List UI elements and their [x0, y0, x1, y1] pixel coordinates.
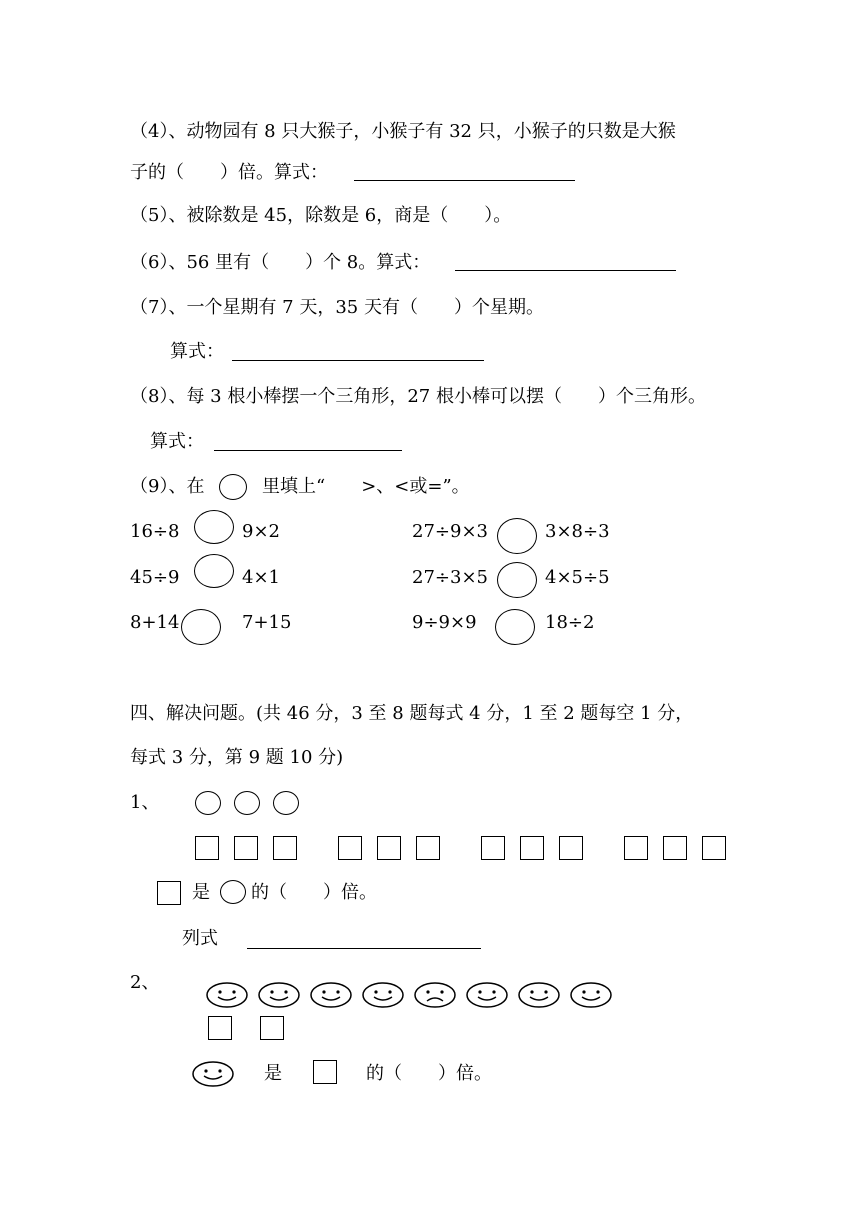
q8-formula-label: 算式：	[150, 431, 204, 452]
q9-r3-left-a: 8+14	[130, 612, 180, 633]
q9-r2-right-b: 4×5÷5	[545, 567, 610, 588]
p2-statement-is: 是	[264, 1063, 282, 1084]
p1-statement-square	[157, 881, 181, 905]
q9-r2-left-blank[interactable]	[194, 554, 234, 588]
q9-suffix: 里填上“ >、<或=”。	[262, 476, 470, 497]
q9-r2-right-blank[interactable]	[497, 562, 537, 598]
section4-heading-line2: 每式 3 分，第 9 题 10 分)	[130, 747, 344, 768]
p1-statement-is: 是	[192, 882, 210, 903]
p2-statement-face	[191, 1059, 235, 1089]
p1-circle	[273, 791, 299, 815]
q7-formula-label: 算式：	[170, 341, 224, 362]
q9-r3-right-blank[interactable]	[495, 609, 535, 645]
smiley-face-icon	[363, 983, 403, 1007]
q9-r1-left-a: 16÷8	[130, 521, 180, 542]
p1-square	[195, 836, 219, 860]
q9-r1-left-blank[interactable]	[194, 510, 234, 544]
q6-answer-line[interactable]	[455, 270, 676, 271]
q7-line1: （7）、一个星期有 7 天，35 天有（ ）个星期。	[130, 297, 544, 318]
p1-square	[234, 836, 258, 860]
p2-number: 2、	[130, 972, 160, 993]
q4-line2: 子的（ ）倍。算式：	[130, 162, 328, 183]
p1-square	[416, 836, 440, 860]
p1-square	[273, 836, 297, 860]
sad-face-icon	[415, 983, 455, 1007]
q9-r1-right-blank[interactable]	[497, 518, 537, 554]
p1-square	[702, 836, 726, 860]
p1-square	[520, 836, 544, 860]
q4-line1: （4）、动物园有 8 只大猴子，小猴子有 32 只，小猴子的只数是大猴	[130, 121, 676, 142]
p1-circle	[195, 791, 221, 815]
q9-r1-left-b: 9×2	[242, 521, 280, 542]
q9-r3-left-b: 7+15	[242, 612, 292, 633]
q9-r2-left-b: 4×1	[242, 567, 280, 588]
p2-statement-of: 的（ ）倍。	[366, 1063, 492, 1084]
q8-answer-line[interactable]	[214, 450, 402, 451]
q9-r3-left-blank[interactable]	[181, 609, 221, 645]
p1-number: 1、	[130, 792, 160, 813]
p1-square	[624, 836, 648, 860]
p1-answer-line[interactable]	[247, 948, 481, 949]
p1-statement-of: 的（ ）倍。	[251, 882, 377, 903]
p2-square	[208, 1016, 232, 1040]
p1-square	[481, 836, 505, 860]
q9-r2-left-a: 45÷9	[130, 567, 180, 588]
p2-square	[260, 1016, 284, 1040]
p1-statement-circle	[220, 880, 246, 904]
q4-answer-line[interactable]	[354, 180, 575, 181]
smiley-face-icon	[467, 983, 507, 1007]
q9-r1-right-a: 27÷9×3	[412, 521, 488, 542]
smiley-face-icon	[519, 983, 559, 1007]
q9-prefix: （9）、在	[130, 476, 205, 497]
q5-text: （5）、被除数是 45，除数是 6，商是（ ）。	[130, 205, 512, 226]
p1-circle	[234, 791, 260, 815]
p1-square	[559, 836, 583, 860]
smiley-face-icon	[259, 983, 299, 1007]
p1-formula-label: 列式	[182, 928, 218, 949]
q9-r3-right-a: 9÷9×9	[412, 612, 477, 633]
q8-line1: （8）、每 3 根小棒摆一个三角形，27 根小棒可以摆（ ）个三角形。	[130, 386, 706, 407]
p2-statement-square	[313, 1060, 337, 1084]
q9-r1-right-b: 3×8÷3	[545, 521, 610, 542]
q6-text: （6）、56 里有（ ）个 8。算式：	[130, 252, 431, 273]
smiley-face-icon	[311, 983, 351, 1007]
p1-square	[338, 836, 362, 860]
p1-square	[377, 836, 401, 860]
section4-heading-line1: 四、解决问题。(共 46 分，3 至 8 题每式 4 分，1 至 2 题每空 1 分，	[130, 703, 694, 724]
q7-answer-line[interactable]	[232, 360, 484, 361]
q9-r3-right-b: 18÷2	[545, 612, 595, 633]
smiley-face-icon	[207, 983, 247, 1007]
smiley-face-icon	[571, 983, 611, 1007]
p2-faces-row	[200, 978, 640, 1012]
q9-r2-right-a: 27÷3×5	[412, 567, 488, 588]
p1-square	[663, 836, 687, 860]
q9-example-circle	[219, 474, 247, 500]
